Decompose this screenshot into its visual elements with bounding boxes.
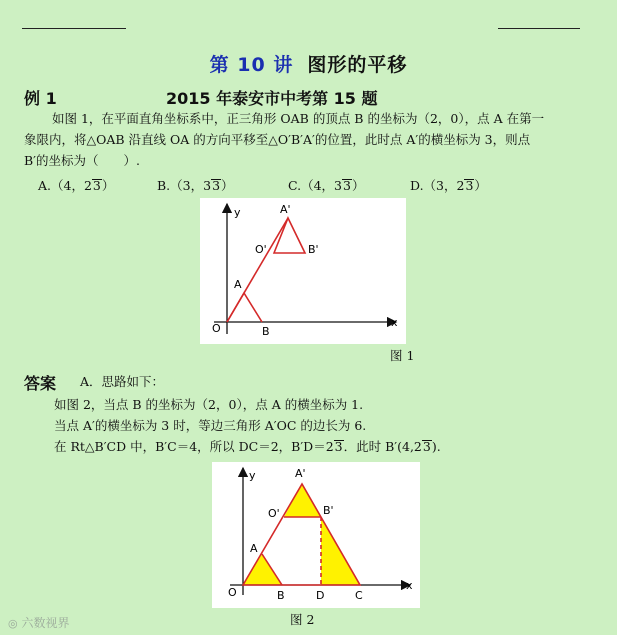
label-x: x xyxy=(391,316,398,329)
label-o1: O' xyxy=(255,243,267,256)
answer-first: A．思路如下： xyxy=(80,374,165,389)
label-b: B xyxy=(277,589,285,602)
top-rule-right xyxy=(498,28,580,29)
label-b1: B' xyxy=(323,504,334,517)
sqrt-3: 3 xyxy=(334,439,343,454)
label-c: C xyxy=(355,589,363,602)
weibo-icon: ◎ xyxy=(8,617,18,630)
page-title xyxy=(0,50,617,77)
option-c: C.（4，33） xyxy=(288,178,365,193)
watermark xyxy=(8,614,69,631)
label-a1: A' xyxy=(295,467,306,480)
label-d: D xyxy=(316,589,325,602)
label-o1: O' xyxy=(268,507,280,520)
lecture-title: 图形的平移 xyxy=(307,54,408,76)
sqrt-3: 3 xyxy=(92,178,101,193)
label-b: B xyxy=(262,325,270,338)
fill-top-triangle xyxy=(284,484,321,517)
sqrt-3: 3 xyxy=(343,178,351,193)
fill-oab xyxy=(243,554,282,585)
label-o: O xyxy=(212,322,221,335)
answer-text xyxy=(54,394,441,457)
figure-2 xyxy=(212,462,420,608)
line-oa xyxy=(227,218,288,322)
example-label: 例 1 xyxy=(24,89,57,108)
answer-line-1: 如图 2，当点 B 的坐标为（2，0），点 A 的横坐标为 1. xyxy=(54,397,364,412)
option-d: D.（3，23） xyxy=(410,178,487,193)
question-text xyxy=(24,108,604,171)
label-b1: B' xyxy=(308,243,319,256)
sqrt-3: 3 xyxy=(465,178,474,193)
label-a: A xyxy=(250,542,258,555)
label-a1: A' xyxy=(280,203,291,216)
question-line-2: 象限内，将△OAB 沿直线 OA 的方向平移至△O′B′A′的位置，此时点 A′的横坐标为 3，则点 xyxy=(24,132,531,147)
option-a: A.（4，23） xyxy=(38,178,115,193)
label-y: y xyxy=(249,469,256,482)
option-b: B.（3，33） xyxy=(157,178,234,193)
figure-1-caption: 图 1 xyxy=(390,348,415,363)
label-y: y xyxy=(234,206,241,219)
figure-2-caption: 图 2 xyxy=(290,612,315,627)
top-rule-left xyxy=(22,28,126,29)
lecture-number: 第 10 讲 xyxy=(209,54,294,76)
triangle-oab xyxy=(227,293,262,322)
answer-line-3: 在 Rt△B′CD 中，B′C＝4，所以 DC＝2，B′D＝23．此时 B′(4,23). xyxy=(54,439,441,454)
label-x: x xyxy=(406,579,413,592)
sqrt-3: 3 xyxy=(212,178,221,193)
question-line-3: B′的坐标为（ ）. xyxy=(24,153,140,168)
figure-1 xyxy=(200,198,406,344)
figure-2-diagram xyxy=(212,462,420,608)
sqrt-3: 3 xyxy=(422,439,431,454)
watermark-text: 六数视界 xyxy=(21,616,70,630)
question-line-1: 如图 1，在平面直角坐标系中，正三角形 OAB 的顶点 B 的坐标为（2，0），点 A 在第一 xyxy=(52,111,545,126)
figure-1-diagram xyxy=(200,198,406,344)
label-o: O xyxy=(228,586,237,599)
label-a: A xyxy=(234,278,242,291)
example-source: 2015 年泰安市中考第 15 题 xyxy=(166,89,378,108)
answer-line-2: 当点 A′的横坐标为 3 时，等边三角形 A′OC 的边长为 6. xyxy=(54,418,367,433)
answer-label: 答案 xyxy=(24,374,57,393)
